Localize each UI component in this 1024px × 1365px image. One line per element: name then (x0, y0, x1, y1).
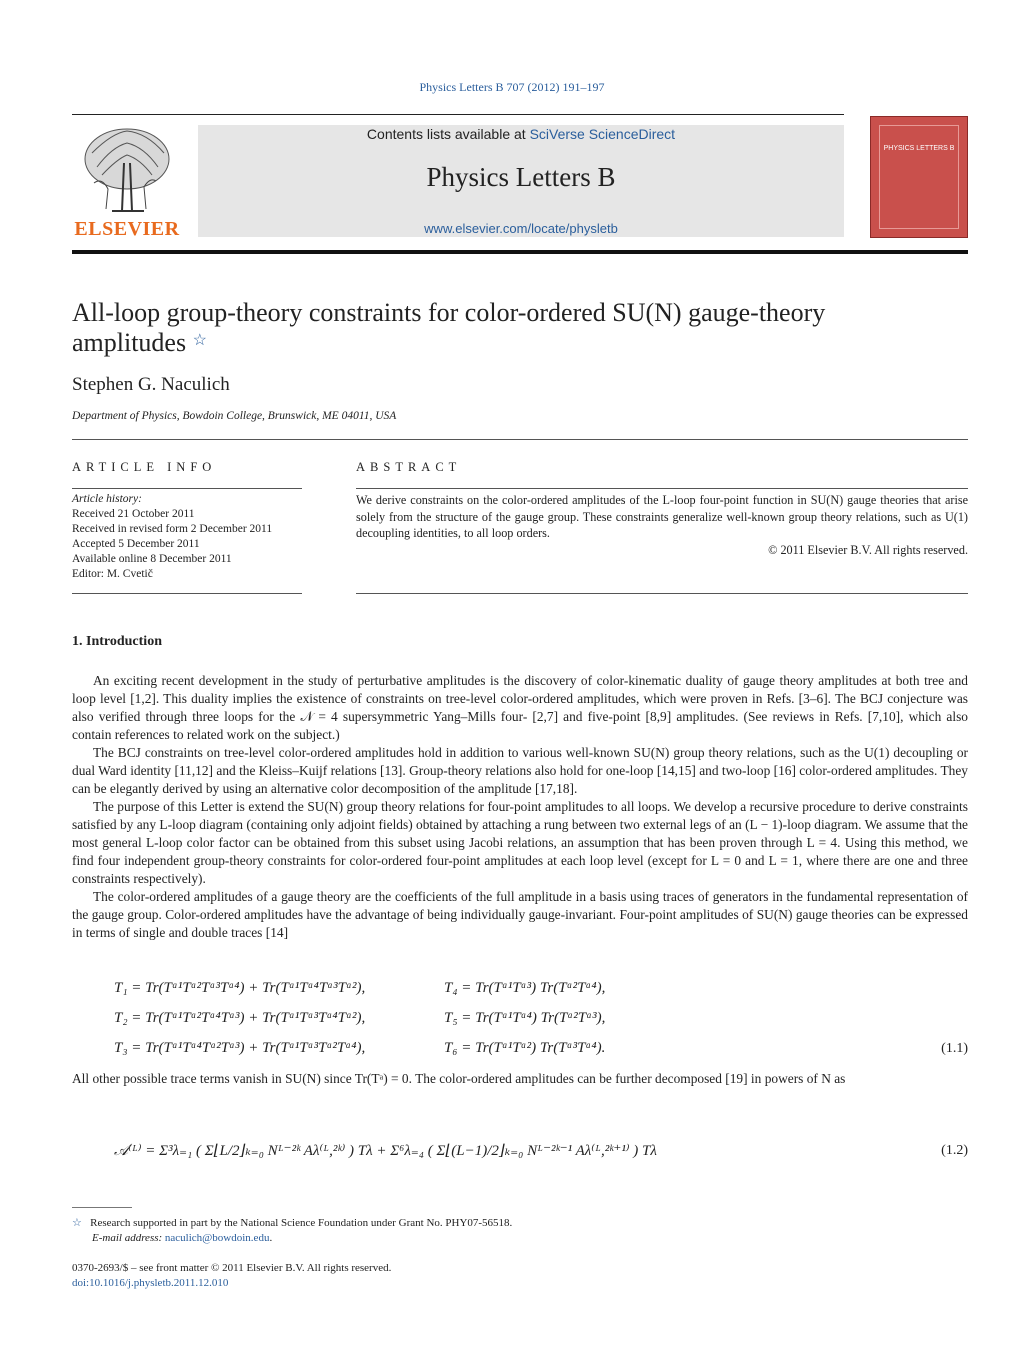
after-equation-paragraph: All other possible trace terms vanish in SU(N) since Tr(Tᵃ) = 0. The color-ordered amplitudes can be further decomposed [19] in powers of N as (72, 1071, 846, 1086)
journal-reference[interactable]: Physics Letters B 707 (2012) 191–197 (419, 80, 605, 94)
equation-amplitude-decomposition: 𝒜⁽ᴸ⁾ = Σ³λ₌₁ ( Σ⌊L/2⌋ₖ₌₀ Nᴸ⁻²ᵏ Aλ⁽ᴸ,²ᵏ⁾ ) Tλ + Σ⁶λ₌₄ ( Σ⌊(L−1)/2⌋ₖ₌₀ Nᴸ⁻²ᵏ⁻¹ Aλ⁽ᴸ,²ᵏ⁺¹⁾ ) Tλ (114, 1143, 657, 1159)
history-revised: Received in revised form 2 December 2011 (72, 523, 273, 535)
abstract-heading: ABSTRACT (356, 460, 462, 474)
history-label: Article history: (72, 493, 142, 505)
contents-prefix: Contents lists available at (366, 126, 530, 142)
footnote-rule (72, 1207, 132, 1208)
email-link[interactable]: naculich@bowdoin.edu (164, 1232, 270, 1244)
intro-paragraph-3: The purpose of this Letter is extend the SU(N) group theory relations for four-point amplitudes to all loops. We develop a recursive procedure to derive constraints satisfied by any L-loop diagram (containing only adjoint fields) obtained by attaching a rung between two external legs of an (L − 1)-loop diagram. We assume that the most general L-loop color factor can be obtained from this subset using Jacobi relations, an assumption that has been proven through L = 4. Using this method, we find four independent group-theory constraints for color-ordered four-point amplitudes at each loop level (except for L = 0 and L = 1, where there are one and three constraints respectively). (72, 799, 968, 886)
cover-frame (879, 125, 959, 229)
author-name: Stephen G. Naculich (72, 374, 230, 395)
sciencedirect-link[interactable]: SciVerse ScienceDirect (529, 126, 676, 142)
introduction-text (72, 672, 968, 942)
history-received: Received 21 October 2011 (72, 508, 195, 520)
email-period: . (269, 1232, 273, 1244)
abstract-copyright: © 2011 Elsevier B.V. All rights reserved. (768, 542, 968, 557)
article-info (72, 492, 312, 582)
email-label: E-mail address: (92, 1232, 163, 1244)
article-info-heading: ARTICLE INFO (72, 460, 217, 474)
cover-title: PHYSICS LETTERS B (883, 145, 955, 152)
article-title (72, 298, 952, 358)
abstract-bottom-rule (356, 593, 968, 594)
intro-paragraph-2: The BCJ constraints on tree-level color-ordered amplitudes hold in addition to various well-known SU(N) group theory relations, such as the U(1) decoupling or dual Ward identity [11,12] and the Kleiss–Kuijf relations [13]. Group-theory relations also hold for one-loop [14,15] and two-loop [16] color-ordered amplitudes. They can be elegantly derived by using an alternative color decomposition of the amplitude [17,18]. (72, 745, 968, 796)
equation-number-1-1: (1.1) (941, 1041, 968, 1056)
equation-t5: T₅ = Tr(Tᵃ¹Tᵃ⁴) Tr(Tᵃ²Tᵃ³), (444, 1010, 606, 1026)
history-online: Available online 8 December 2011 (72, 553, 232, 565)
abstract-top-rule (356, 488, 968, 489)
header-divider (72, 250, 968, 254)
text-after-equation (72, 1070, 968, 1088)
issn-line: 0370-2693/$ – see front matter © 2011 Elsevier B.V. All rights reserved. (72, 1262, 392, 1274)
intro-paragraph-1: An exciting recent development in the study of perturbative amplitudes is the discovery of color-kinematic duality of gauge theory amplitudes at both tree and loop level [1,2]. This duality implies the existence of constraints on tree-level color-ordered amplitudes, which were proven in Refs. [3–6]. The BCJ conjecture was also verified through three loops for the 𝒩 = 4 supersymmetric Yang–Mills four- [2,7] and five-point [8,9] amplitudes. (See reviews in Refs. [7,10], which also contain references to related work on the subject.) (72, 673, 968, 742)
header-top-rule (72, 114, 844, 115)
journal-title: Physics Letters B (426, 162, 616, 192)
abstract (356, 492, 968, 558)
equation-t6: T₆ = Tr(Tᵃ¹Tᵃ²) Tr(Tᵃ³Tᵃ⁴). (444, 1040, 606, 1056)
equation-t2: T₂ = Tr(Tᵃ¹Tᵃ²Tᵃ⁴Tᵃ³) + Tr(Tᵃ¹Tᵃ³Tᵃ⁴Tᵃ²), (114, 1010, 366, 1026)
abstract-text: We derive constraints on the color-ordered amplitudes of the L-loop four-point function in SU(N) gauge theories that arise solely from the structure of the gauge group. These constraints generalize well-known group theory relations, such as U(1) decoupling identities, to all loop orders. (356, 493, 968, 540)
elsevier-logo[interactable] (72, 123, 192, 241)
footnote (72, 1216, 512, 1246)
doi-link[interactable]: doi:10.1016/j.physletb.2011.12.010 (72, 1277, 229, 1289)
equation-t3: T₃ = Tr(Tᵃ¹Tᵃ⁴Tᵃ²Tᵃ³) + Tr(Tᵃ¹Tᵃ³Tᵃ²Tᵃ⁴), (114, 1040, 366, 1056)
history-accepted: Accepted 5 December 2011 (72, 538, 200, 550)
front-matter (72, 1261, 391, 1291)
equation-number-1-2: (1.2) (941, 1143, 968, 1158)
elsevier-wordmark: ELSEVIER (74, 218, 180, 240)
info-bottom-rule (72, 593, 302, 594)
affiliation: Department of Physics, Bowdoin College, Brunswick, ME 04011, USA (72, 410, 397, 422)
journal-url-link[interactable]: www.elsevier.com/locate/physletb (424, 221, 618, 236)
journal-cover[interactable] (870, 116, 968, 238)
footnote-star-icon: ☆ (72, 1217, 82, 1229)
info-top-rule (72, 488, 302, 489)
equation-t1: T₁ = Tr(Tᵃ¹Tᵃ²Tᵃ³Tᵃ⁴) + Tr(Tᵃ¹Tᵃ⁴Tᵃ³Tᵃ²), (114, 980, 366, 996)
footnote-text: Research supported in part by the National Science Foundation under Grant No. PHY07-56518. (90, 1217, 513, 1229)
title-footnote-star-icon[interactable]: ☆ (192, 332, 207, 349)
title-line-2: amplitudes (72, 328, 187, 357)
editor: Editor: M. Cvetič (72, 568, 153, 580)
tree-icon (72, 123, 182, 215)
contents-line (198, 126, 844, 142)
title-divider (72, 439, 968, 440)
equation-t4: T₄ = Tr(Tᵃ¹Tᵃ³) Tr(Tᵃ²Tᵃ⁴), (444, 980, 606, 996)
title-line-1: All-loop group-theory constraints for color-ordered SU(N) gauge-theory (72, 298, 826, 327)
intro-paragraph-4: The color-ordered amplitudes of a gauge theory are the coefficients of the full amplitude in a basis using traces of generators in the fundamental representation of the gauge group. Color-ordered amplitudes have the advantage of being individually gauge-invariant. Four-point amplitudes of SU(N) gauge theories can be expressed in terms of single and double traces [14] (72, 889, 968, 940)
section-heading-introduction: 1. Introduction (72, 634, 162, 649)
